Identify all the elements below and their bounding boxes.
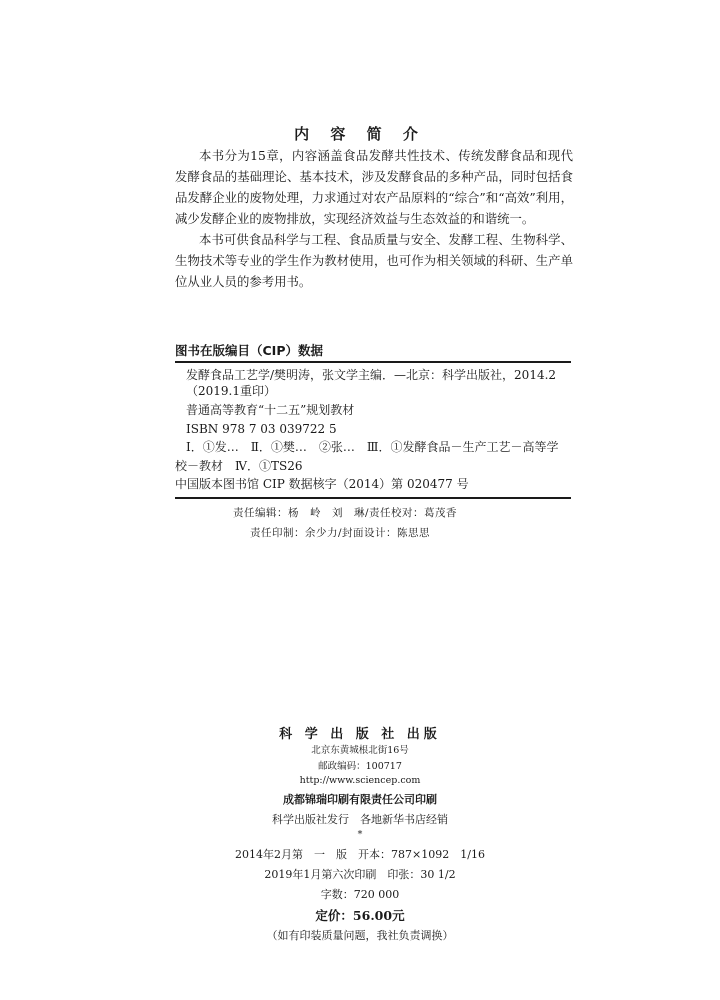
cip-line-3: 普通高等教育“十二五”规划教材: [186, 403, 355, 417]
publisher-url: http://www.sciencep.com: [299, 775, 421, 786]
cip-line-7: 中国版本图书馆 CIP 数据核字（2014）第 020477 号: [175, 477, 469, 491]
edition-line: 2014年2月第 一 版 开本：787×1092 1/16: [235, 848, 485, 861]
cip-line-2: （2019.1重印）: [186, 384, 276, 398]
intro-paragraph-1: 本书分为15章，内容涵盖食品发酵共性技术、传统发酵食品和现代发酵食品的基础理论、基本技术，涉及发酵食品的多种产品，同时包括食品发酵企业的废物处理，力求通过对农产品原料的“综合”和“高效”利用，减少发酵企业的废物排放，实现经济效益与生态效益的和谐统一。: [175, 148, 573, 226]
cip-line-4: ISBN 978 7 03 039722 5: [186, 422, 337, 436]
word-count: 字数：720 000: [320, 888, 400, 901]
printing-line: 2019年1月第六次印刷 印张：30 1/2: [264, 868, 456, 881]
cip-line-5: Ⅰ．①发… Ⅱ．①樊… ②张… Ⅲ．①发酵食品－生产工艺－高等学: [186, 440, 559, 454]
credits-editors: 责任编辑：杨 岭 刘 琳/责任校对：葛茂香: [233, 507, 458, 519]
publisher-name: 科 学 出 版 社 出版: [279, 727, 441, 742]
cip-line-6: 校－教材 Ⅳ．①TS26: [175, 459, 303, 473]
publisher-postcode: 邮政编码：100717: [318, 761, 402, 772]
publisher-address: 北京东黄城根北街16号: [311, 745, 409, 756]
separator-asterisk: *: [357, 829, 363, 840]
printer-line: 成都锦瑞印刷有限责任公司印刷: [283, 793, 437, 806]
intro-paragraph-2: 本书可供食品科学与工程、食品质量与安全、发酵工程、生物科学、生物技术等专业的学生作为教材使用，也可作为相关领域的科研、生产单位从业人员的参考用书。: [175, 232, 573, 289]
credits-production: 责任印制：余少力/封面设计：陈思思: [250, 527, 431, 539]
price: 定价：56.00元: [315, 908, 405, 923]
cip-top-rule: [175, 361, 571, 363]
intro-title: 内 容 简 介: [294, 125, 426, 143]
cip-title: 图书在版编目（CIP）数据: [175, 343, 323, 358]
cip-line-1: 发酵食品工艺学/樊明涛，张文学主编．—北京：科学出版社，2014.2: [186, 368, 557, 382]
cip-bottom-rule: [175, 497, 571, 499]
quality-notice: （如有印装质量问题，我社负责调换）: [266, 929, 454, 942]
distribution-line: 科学出版社发行 各地新华书店经销: [272, 813, 448, 826]
